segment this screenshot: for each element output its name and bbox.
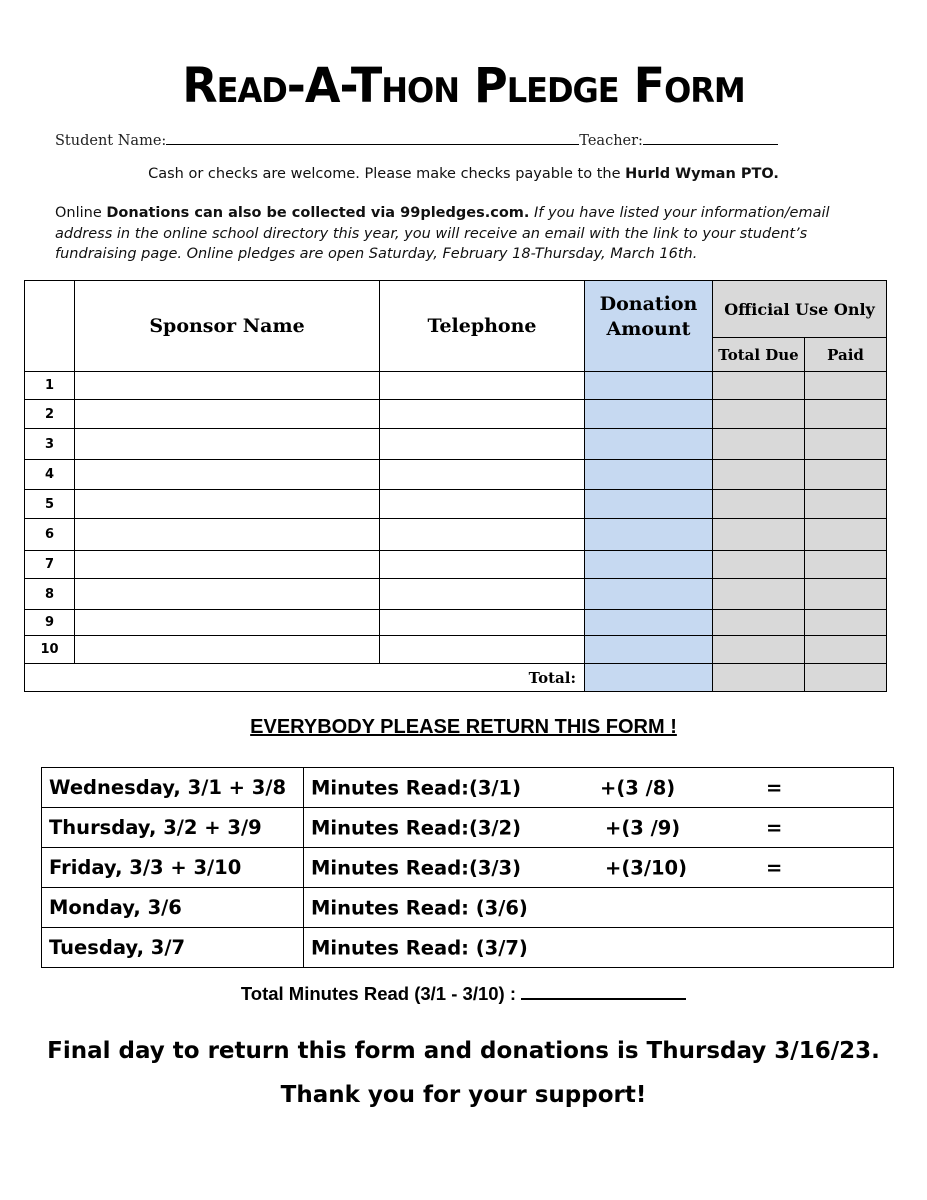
minutes-plus: +(3/10) (605, 856, 687, 879)
day-cell: Thursday, 3/2 + 3/9 (42, 808, 304, 848)
paid-cell[interactable] (805, 460, 887, 490)
paid-cell[interactable] (805, 400, 887, 429)
total-due-cell[interactable] (713, 400, 805, 429)
donation-total-cell[interactable] (585, 664, 713, 692)
cash-text: Cash or checks are welcome. Please make checks payable to the (148, 166, 621, 182)
donation-cell[interactable] (585, 636, 713, 664)
row-number: 7 (25, 551, 75, 579)
sponsor-name-cell[interactable] (75, 460, 380, 490)
total-due-total-cell[interactable] (713, 664, 805, 692)
total-row (25, 664, 887, 692)
total-minutes-label: Total Minutes Read (3/1 - 3/10) : (240, 983, 516, 1004)
telephone-cell[interactable] (380, 372, 585, 400)
total-due-cell[interactable] (713, 610, 805, 636)
row-number: 4 (25, 460, 75, 490)
paid-cell[interactable] (805, 372, 887, 400)
minutes-cell[interactable] (304, 808, 894, 848)
payee-name: Hurld Wyman PTO. (625, 166, 779, 182)
telephone-cell[interactable] (380, 400, 585, 429)
minutes-plus: +(3 /8) (600, 776, 676, 799)
table-row (25, 429, 887, 460)
official-use-header: Official Use Only (713, 281, 887, 338)
paid-cell[interactable] (805, 610, 887, 636)
return-form-notice: EVERYBODY PLEASE RETURN THIS FORM ! (250, 716, 677, 738)
table-row (25, 519, 887, 551)
online-bold-text: Donations can also be collected via 99pledges.com. (106, 205, 530, 221)
donation-cell[interactable] (585, 460, 713, 490)
paid-cell[interactable] (805, 579, 887, 610)
minutes-label: Minutes Read:(3/1) (311, 776, 522, 799)
sponsor-table (24, 280, 887, 692)
table-row (25, 579, 887, 610)
total-due-cell[interactable] (713, 551, 805, 579)
table-row (25, 490, 887, 519)
minutes-label: Minutes Read:(3/2) (311, 816, 522, 839)
paid-total-cell[interactable] (805, 664, 887, 692)
minutes-plus: +(3 /9) (605, 816, 681, 839)
donation-cell[interactable] (585, 519, 713, 551)
total-minutes-line (0, 982, 927, 1005)
sponsor-name-cell[interactable] (75, 490, 380, 519)
total-due-cell[interactable] (713, 429, 805, 460)
donation-cell[interactable] (585, 429, 713, 460)
total-due-cell[interactable] (713, 372, 805, 400)
minutes-label: Minutes Read: (3/7) (311, 936, 528, 959)
table-row (25, 400, 887, 429)
telephone-cell[interactable] (380, 636, 585, 664)
online-italic-text: If you have listed your information/email address in the online school directory this year, you will receive an email with the link to your student’s fundraising page. Online pledges are open Saturday, February 18-Thursday, March 16th. (55, 205, 830, 262)
minutes-cell[interactable] (304, 928, 894, 968)
minutes-row (42, 928, 894, 968)
paid-cell[interactable] (805, 490, 887, 519)
table-row (25, 372, 887, 400)
total-due-cell[interactable] (713, 579, 805, 610)
minutes-equals: = (766, 816, 783, 839)
table-row (25, 460, 887, 490)
row-number: 3 (25, 429, 75, 460)
total-due-header: Total Due (713, 338, 805, 372)
student-name-field[interactable] (166, 130, 579, 145)
day-cell: Friday, 3/3 + 3/10 (42, 848, 304, 888)
teacher-label: Teacher: (579, 133, 643, 149)
telephone-cell[interactable] (380, 490, 585, 519)
sponsor-name-cell[interactable] (75, 636, 380, 664)
donation-amount-header: Donation Amount (585, 281, 713, 372)
telephone-cell[interactable] (380, 460, 585, 490)
minutes-cell[interactable] (304, 768, 894, 808)
paid-cell[interactable] (805, 551, 887, 579)
donation-cell[interactable] (585, 400, 713, 429)
row-number-header (25, 281, 75, 372)
sponsor-name-cell[interactable] (75, 372, 380, 400)
table-row (25, 610, 887, 636)
telephone-cell[interactable] (380, 429, 585, 460)
minutes-table (41, 767, 894, 968)
payment-instructions (0, 166, 927, 182)
row-number: 6 (25, 519, 75, 551)
page-title: Read-A-Thon Pledge Form (182, 56, 745, 114)
row-number: 10 (25, 636, 75, 664)
telephone-cell[interactable] (380, 519, 585, 551)
row-number: 5 (25, 490, 75, 519)
total-due-cell[interactable] (713, 636, 805, 664)
donation-cell[interactable] (585, 372, 713, 400)
paid-cell[interactable] (805, 429, 887, 460)
thank-you-message: Thank you for your support! (280, 1082, 647, 1108)
donation-cell[interactable] (585, 579, 713, 610)
sponsor-name-cell[interactable] (75, 551, 380, 579)
row-number: 2 (25, 400, 75, 429)
teacher-field[interactable] (643, 130, 778, 145)
sponsor-name-cell[interactable] (75, 429, 380, 460)
online-donation-info (55, 203, 855, 265)
day-cell: Monday, 3/6 (42, 888, 304, 928)
final-day-notice: Final day to return this form and donations is Thursday 3/16/23. (47, 1038, 880, 1064)
table-row (25, 636, 887, 664)
sponsor-name-cell[interactable] (75, 610, 380, 636)
minutes-cell[interactable] (304, 888, 894, 928)
donation-cell[interactable] (585, 490, 713, 519)
sponsor-name-cell[interactable] (75, 579, 380, 610)
sponsor-name-header: Sponsor Name (75, 281, 380, 372)
telephone-cell[interactable] (380, 610, 585, 636)
day-cell: Tuesday, 3/7 (42, 928, 304, 968)
total-due-cell[interactable] (713, 519, 805, 551)
minutes-equals: = (766, 856, 783, 879)
row-number: 8 (25, 579, 75, 610)
minutes-row (42, 808, 894, 848)
minutes-row (42, 848, 894, 888)
total-due-cell[interactable] (713, 490, 805, 519)
donation-cell[interactable] (585, 610, 713, 636)
sponsor-name-cell[interactable] (75, 400, 380, 429)
day-cell: Wednesday, 3/1 + 3/8 (42, 768, 304, 808)
telephone-header: Telephone (380, 281, 585, 372)
donation-cell[interactable] (585, 551, 713, 579)
minutes-label: Minutes Read: (3/6) (311, 896, 528, 919)
total-due-cell[interactable] (713, 460, 805, 490)
minutes-label: Minutes Read:(3/3) (311, 856, 522, 879)
telephone-cell[interactable] (380, 579, 585, 610)
student-name-label: Student Name: (55, 133, 167, 149)
student-teacher-line (55, 130, 778, 149)
minutes-equals: = (766, 776, 783, 799)
table-row (25, 551, 887, 579)
paid-cell[interactable] (805, 636, 887, 664)
telephone-cell[interactable] (380, 551, 585, 579)
total-label: Total: (25, 664, 585, 692)
paid-cell[interactable] (805, 519, 887, 551)
sponsor-name-cell[interactable] (75, 519, 380, 551)
minutes-row (42, 768, 894, 808)
minutes-cell[interactable] (304, 848, 894, 888)
row-number: 1 (25, 372, 75, 400)
minutes-row (42, 888, 894, 928)
total-minutes-field[interactable] (521, 982, 686, 1000)
online-prefix: Online (55, 205, 102, 221)
paid-header: Paid (805, 338, 887, 372)
row-number: 9 (25, 610, 75, 636)
